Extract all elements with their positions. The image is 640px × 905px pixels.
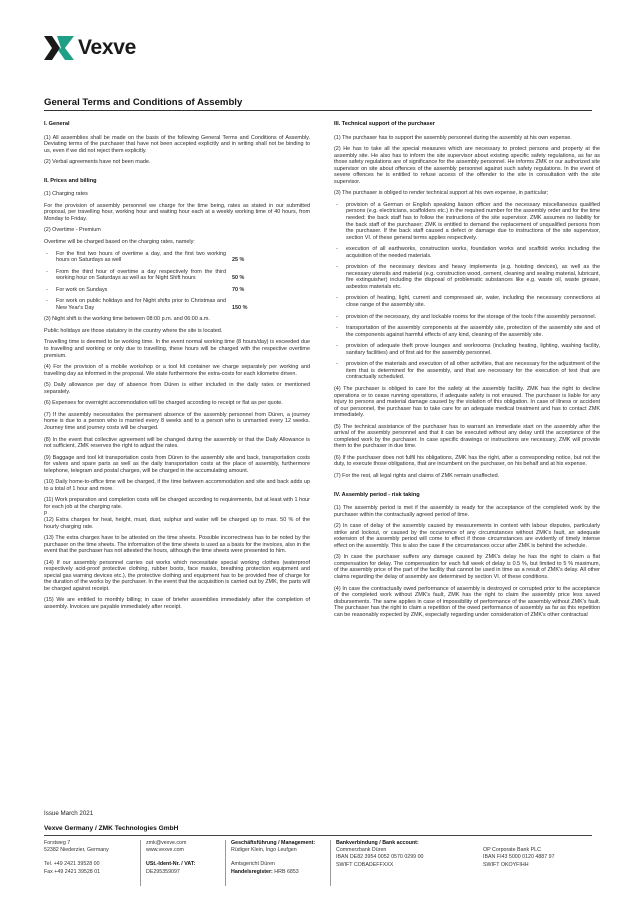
paragraph: (9) Baggage and tool kit transportation costs from Düren to the assembly site and back, transportation costs for valves and spare parts as well as the daily transportation costs at the place of assembly, furthermore telephone, telegram and postal charges, will be charged in the accumulating amount. <box>44 454 310 474</box>
footer-bank: Bankverbindung / Bank account: Commerzbank Düren IBAN DE82 3954 0052 0570 0299 00 SWIFT COBADEFFXXX <box>336 840 424 868</box>
technical-support-list <box>334 202 600 381</box>
paragraph: Overtime will be charged based on the charging rates, namely: <box>44 239 195 246</box>
paragraph: (2) Overtime - Premium <box>44 227 101 234</box>
list-item: - provision of a German or English speaking liaison officer and the necessary miscellaneous qualified persons (e.g. electricians, scaffolders etc.) in the required number for the assembly order and for the time needed; the back staff has to follow the instructions of the site supervisor. ZMK assumes no liability for the back staff of the purchaser; ZMK is entitled to demand the replacement of unqualified persons from the purchaser. If the back staff caused a defect or damage due to instructions of the site supervisor, section VI. of these general terms applies respectively. <box>334 202 600 241</box>
paragraph: (14) If our assembly personnel carries out works which necessitate special working clothes (waterproof respectively acid-proof protective clothing, rubber boots, face masks, breathing protection equipment and special gas warning devices etc.), the protective clothing and equipment has to be provided free of charge for the duration of the works by the purchaser. In the event that the acquisition is carried out by ZMK, the parts will be charged against receipt. <box>44 559 310 592</box>
footer-separator <box>330 840 331 886</box>
paragraph: (11) Work preparation and completion costs will be charged according to requirements, but at least with 1 hour for each job at the charging rate. <box>44 497 310 510</box>
list-item: - For work on Sundays 70 % <box>44 287 310 294</box>
list-item: - For work on public holidays and for Night shifts prior to Christmas and New Year's Day 150 % <box>44 298 310 311</box>
paragraph: (15) We are entitled to monthly billing; in case of briefer assemblies immediately after the completion of assembly. Invoices are payable immediately after receipt. <box>44 597 310 610</box>
brand-name: Vexve <box>78 36 137 59</box>
footer-divider <box>44 835 592 836</box>
paragraph: (4) The purchaser is obliged to care for the safety at the assembly facility. ZMK has the right to decline operations or to cease running operations, if adequate safety is not ensured. The purchaser is liable for any injury to persons and material damage caused by the violation of this obligation. In case of illness or accident of our personnel, the purchaser has to take care for an adequate medical treatment and has to contact ZMK immediately. <box>334 385 600 419</box>
list-item: - provision of the necessary devices and heavy implements (e.g. hoisting devices), as well as the necessary utensils and material (e.g. construction wood, cement, cleaning and sealing material, lubricant, fire extinguisher) including the disposal of problematic substances like e.g. waste oil, waste grease, asbestos materials etc. <box>334 264 600 290</box>
document-title: General Terms and Conditions of Assembly <box>44 97 243 108</box>
paragraph: (10) Daily home-to-office time will be charged, if the time between accommodation and site and back adds up to a total of 1 hour and more. <box>44 479 310 492</box>
paragraph: For the provision of assembly personnel we charge for the time being, rates as stated in our submitted proposal, per travelling hour, working hour and waiting hour each at a weekly working time of 40 hours, from Monday to Friday. <box>44 202 310 222</box>
list-item: - provision of the necessary, dry and lockable rooms for the storage of the tools f the assembly personnel. <box>334 314 600 321</box>
paragraph: (5) The technical assistance of the purchaser has to warrant an immediate start on the assembly after the arrival of the assembly personnel and that it can be executed without any delay until the acceptance of the completed work by the purchaser. In case specific drawings or instructions are necessary, ZMK will provide them to the purchaser in due time. <box>334 423 600 450</box>
paragraph: Travelling time is deemed to be working time. In the event normal working time (8 hours/day) is exceeded due to travelling and working or only due to travelling, these hours will be charged with the respective overtime premium. <box>44 339 310 359</box>
company-name: Vexve Germany / ZMK Technologies GmbH <box>44 825 179 832</box>
list-item: - From the third hour of overtime a day respectively from the third working hour on Saturdays as well as for Night Shift hours 50 % <box>44 269 310 282</box>
footer-bank-2: OP Corporate Bank PLC IBAN FI43 5000 0120 4887 97 SWIFT OKOYFIHH <box>483 847 555 868</box>
footer-management: Geschäftsführung / Management: Rüdiger Klein, Ingo Leufgen Amtsgericht Düren Handelsregister: HRB 6853 <box>231 840 316 875</box>
section-heading-period: IV. Assembly period - risk taking <box>334 491 420 498</box>
paragraph: (3) In case the purchaser suffers any damage caused by ZMK's delay he has the right to claim a flat compensation for delay. The compensation for each full week of delay is 0.5 %, but limited to 5 % maximum, of the assembly price of the part of the facility that cannot be used in time as a result of ZMK's delay. All other claims regarding the delay of assembly are determined by section VI. of these conditions. <box>334 554 600 580</box>
paragraph: (3) Night shift is the working time between 08:00 p.m. and 06:00 a.m. <box>44 316 210 323</box>
paragraph: (1) The purchaser has to support the assembly personnel during the assembly at his own expense. <box>334 134 572 141</box>
paragraph: (8) In the event that collective agreement will be changed during the assembly or that the Daily Allowance is not sufficient, ZMK reserves the right to adjust the rates. <box>44 436 310 450</box>
footer-separator <box>225 840 226 886</box>
paragraph: Public holidays are those statutory in the country where the site is located. <box>44 327 223 334</box>
paragraph: (12) Extra charges for heat, height, must, dust, sulphur and water will be charged up to max. 50 % of the hourly charging rate. <box>44 516 310 530</box>
footer-contact: zmk@vexve.com www.vexve.com USt.-Ident-Nr. / VAT: DE295359097 <box>146 840 196 875</box>
paragraph: (4) For the provision of a mobile workshop or a tool kit container we charge separately per working and travelling day as informed in the proposal. We state furthermore the extra-costs for each kilometre driven. <box>44 364 310 377</box>
paragraph: (1) All assemblies shall be made on the basis of the following General Terms and Conditions of Assembly. Deviating terms of the purchaser that have not been accepted explicitly and in writing shall not be binding to us, even if we did not reject them explicitly. <box>44 134 310 154</box>
paragraph: (13) The extra charges have to be attested on the time sheets. Possible incorrectness has to be noted by the purchaser on the time sheets. The information of the time sheets is used as a basis for the invoices, also in the event that the purchaser has not attested the hours, although the time sheets were presented to him. <box>44 535 310 555</box>
list-item: - provision of heating, light, current and compressed air, water, including the necessary connections at close range of the assembly site. <box>334 295 600 308</box>
paragraph: (7) If the assembly necessitates the permanent absence of the assembly personnel from Düren, a journey home is due to a person who is married every 8 weeks and to a person who is unmarried every 12 weeks. Journey time and journey costs will be charged. <box>44 411 310 431</box>
paragraph: (3) The purchaser is obliged to render technical support at his own expense, in particular; <box>334 190 549 197</box>
paragraph: (2) In case of delay of the assembly caused by measurements in context with labour disputes, particularly strike and lockout, or caused by the occurrence of any circumstances without ZMK's fault, an adequate extension of the assembly period will come to effect if those circumstances are evidently of timely intense effect on the assembly. This is also the case if the circumstances occur after ZMK is behind the schedule. <box>334 523 600 549</box>
paragraph: (6) Expenses for overnight accommodation will be charged according to receipt or flat as per quote. <box>44 400 283 407</box>
vexve-x-icon <box>44 36 74 60</box>
list-item: - execution of all earthworks, construction works, foundation works and scaffold works including the acquisition of the needed materials. <box>334 246 600 259</box>
list-item: - transportation of the assembly components at the assembly site, protection of the assembly site and of the components against harmful effects of any kind, cleaning of the assembly site. <box>334 325 600 338</box>
section-heading-general: I. General <box>44 121 70 127</box>
paragraph: (7) For the rest, all legal rights and claims of ZMK remain unaffected. <box>334 472 500 479</box>
paragraph: (2) Verbal agreements have not been made. <box>44 159 151 166</box>
paragraph: (2) He has to take all the special measures which are necessary to protect persons and property at the assembly site. He also has to inform the site supervisor about existing specific safety regulations, as far as those safety regulations are of significance for the assembly personnel. He informs ZMK or our authorized site supervisor on site about offences of the assembly personnel against such safety regulations. In the event of severe offences he is entitled to refuse access of the offender to the site in consultation with the site supervisor. <box>334 146 600 185</box>
list-item: - provision of the materials and execution of all other activities, that are necessary for the adjustment of the item that is determined for the assembly, and that are necessary for the execution of test that are contractually scheduled. <box>334 361 600 381</box>
issue-date: Issue March 2021 <box>44 810 94 817</box>
section-heading-technical: III. Technical support of the purchaser <box>334 121 435 127</box>
email-link[interactable]: zmk@vexve.com <box>146 840 187 846</box>
website-link[interactable]: www.vexve.com <box>146 847 184 854</box>
paragraph: (6) If the purchaser does not fulfil his obligations, ZMK has the right, after a corresponding notice, but not the duty, to execute those obligations, that are incumbent on the purchaser, on his behalf and at his expense. <box>334 454 600 468</box>
right-column <box>334 121 600 623</box>
paragraph: p <box>44 510 48 517</box>
paragraph: (1) Charging rates <box>44 191 88 198</box>
overtime-rates-list <box>44 251 310 312</box>
paragraph: (1) The assembly period is met if the assembly is ready for the acceptance of the completed work by the purchaser within the contractually agreed period of time. <box>334 505 600 518</box>
list-item: - provision of adequate theft prove lounges and workrooms (including heating, lighting, washing facility, sanitary facilities) and of first aid for the assembly personnel. <box>334 343 600 356</box>
footer-separator <box>140 840 141 886</box>
paragraph: (4) In case the contractually owed performance of assembly is destroyed or corrupted prior to the acceptance of the completed work without ZMK's fault, ZMK has the right to claim the assembly price less saved disbursements. The same applies in case of impossibility of performance of the assembly without ZMK's fault. The purchaser has the right to claim a repetition of the owed performance of assembly as far as this repetition can be reasonably expected by ZMK, especially regarding under consideration of ZMK's other contractual <box>334 585 600 618</box>
section-heading-prices: II. Prices and billing <box>44 177 97 184</box>
title-divider <box>44 110 592 111</box>
paragraph: (5) Daily allowance per day of absence from Düren is either included in the daily rates or mentioned separately. <box>44 382 310 395</box>
vexve-logo <box>44 34 136 62</box>
list-item: - For the first two hours of overtime a day, and the first two working hours on Saturdays as well 25 % <box>44 251 310 264</box>
footer-address: Forstweg 7 52382 Niederzier, Germany Tel. +49 2421 39528 00 Fax +49 2421 39528 01 <box>44 840 109 875</box>
left-column <box>44 121 310 616</box>
